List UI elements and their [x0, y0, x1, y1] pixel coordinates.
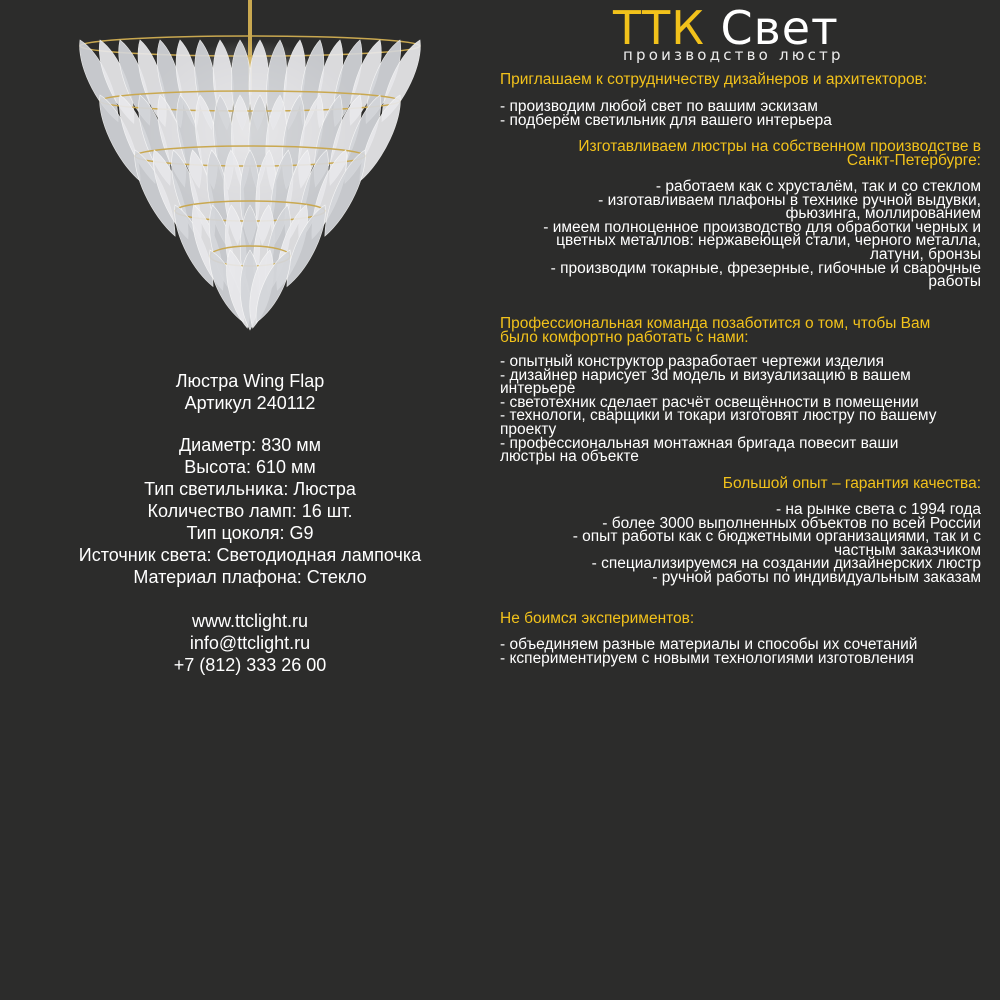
- list-item: проекту: [500, 420, 557, 438]
- spec-line: Диаметр: 830 мм: [178, 435, 322, 455]
- spec-line: Тип цоколя: G9: [186, 523, 314, 543]
- list-item: люстры на объекте: [500, 448, 639, 466]
- list-item: - на рынке света с 1994 года: [775, 501, 981, 518]
- section-list: [500, 100, 981, 127]
- section-list: [500, 503, 981, 585]
- list-item: фьюзинга, моллированием: [785, 205, 981, 223]
- heading-line: Профессиональная команда позаботится о том, чтобы Вам: [500, 315, 931, 332]
- product-article: Артикул 240112: [184, 393, 316, 413]
- list-item: цветных металлов: нержавеющей стали, черного металла,: [556, 232, 981, 250]
- list-item: - опытный конструктор разработает чертежи изделия: [500, 353, 884, 370]
- spec-line: Высота: 610 мм: [184, 457, 316, 477]
- contacts: [0, 610, 500, 676]
- spec-line: Количество ламп: 16 шт.: [147, 501, 353, 521]
- website-link[interactable]: www.ttclight.ru: [191, 611, 309, 631]
- heading-line: Приглашаем к сотрудничеству дизайнеров и архитекторов:: [500, 71, 928, 88]
- spec-line: Источник света: Светодиодная лампочка: [78, 545, 422, 565]
- list-item: - объединяем разные материалы и способы их сочетаний: [500, 636, 918, 653]
- heading-line: было комфортно работать с нами:: [500, 328, 749, 346]
- section-list: [500, 638, 981, 665]
- list-item: - профессиональная монтажная бригада повесит ваши: [500, 434, 899, 452]
- logo-tagline: производство люстр: [623, 46, 844, 64]
- heading-line: Санкт-Петербурге:: [846, 151, 981, 169]
- list-item: латуни, бронзы: [869, 245, 981, 263]
- section-heading: [500, 140, 981, 167]
- heading-line: Не боимся экспериментов:: [500, 610, 695, 627]
- logo-brand-white: Свет: [720, 1, 839, 55]
- list-item: - специализируемся на создании дизайнерских люстр: [591, 555, 981, 573]
- product-info: [0, 370, 500, 414]
- section-list: [500, 180, 981, 289]
- product-specs: [0, 434, 500, 588]
- list-item: частным заказчиком: [833, 541, 981, 559]
- list-item: интерьере: [500, 380, 576, 398]
- list-item: - производим токарные, фрезерные, гибочные и сварочные: [550, 259, 981, 277]
- section-list: [500, 355, 981, 464]
- section-heading: [500, 612, 981, 626]
- list-item: - кспериментируем с новыми технологиями изготовления: [500, 649, 914, 667]
- logo-brand-yellow: ТТК: [613, 1, 705, 55]
- spec-line: Тип светильника: Люстра: [144, 479, 356, 499]
- list-item: - дизайнер нарисует 3d модель и визуализацию в вашем: [500, 366, 911, 384]
- heading-line: Большой опыт – гарантия качества:: [722, 475, 981, 492]
- list-item: - более 3000 выполненных объектов по всей России: [602, 514, 981, 532]
- chandelier-image: [60, 0, 460, 345]
- list-item: - опыт работы как с бюджетными организациями, так и с: [572, 528, 981, 546]
- list-item: - имеем полноценное производство для обработки черных и: [543, 218, 981, 236]
- list-item: - работаем как с хрусталём, так и со стеклом: [655, 178, 981, 195]
- list-item: - технологи, сварщики и токари изготовят люстру по вашему: [500, 407, 937, 425]
- list-item: - подберём светильник для вашего интерьера: [500, 111, 832, 129]
- list-item: работы: [928, 273, 981, 291]
- list-item: - производим любой свет по вашим эскизам: [500, 98, 818, 115]
- section-heading: [500, 477, 981, 491]
- spec-line: Материал плафона: Стекло: [133, 567, 367, 587]
- section-heading: [500, 73, 981, 87]
- list-item: - светотехник сделает расчёт освещённости в помещении: [500, 393, 919, 411]
- section-heading: [500, 317, 981, 344]
- phone-link[interactable]: +7 (812) 333 26 00: [173, 655, 327, 675]
- email-link[interactable]: info@ttclight.ru: [189, 633, 311, 653]
- product-title: Люстра Wing Flap: [175, 371, 325, 391]
- list-item: - изготавливаем плафоны в технике ручной выдувки,: [598, 191, 981, 209]
- list-item: - ручной работы по индивидуальным заказам: [652, 568, 981, 586]
- heading-line: Изготавливаем люстры на собственном производстве в: [578, 138, 981, 155]
